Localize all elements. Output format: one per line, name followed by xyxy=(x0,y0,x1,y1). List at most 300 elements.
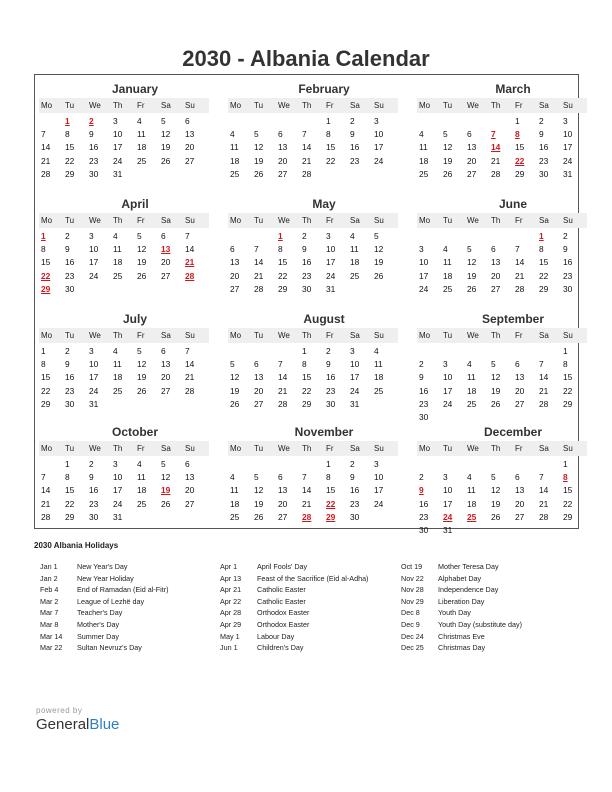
day-cell: 18 xyxy=(374,372,384,383)
holiday-name: Catholic Easter xyxy=(257,585,306,595)
holiday-date: Oct 19 xyxy=(401,562,423,571)
holiday-date: May 1 xyxy=(220,631,240,641)
day-cell: 5 xyxy=(467,244,472,255)
day-cell: 9 xyxy=(89,472,94,483)
holiday-date: Feb 4 xyxy=(40,585,59,595)
weekday-label: Th xyxy=(302,101,312,110)
day-cell: 16 xyxy=(350,485,360,496)
holiday-name: Summer Day xyxy=(77,631,119,641)
day-cell: 8 xyxy=(41,359,46,370)
day-cell: 8 xyxy=(539,244,544,255)
day-cell: 10 xyxy=(89,244,99,255)
day-grid xyxy=(417,458,587,537)
day-cell: 12 xyxy=(443,142,453,153)
weekday-label: Th xyxy=(113,331,123,340)
day-cell: 28 xyxy=(539,398,549,409)
day-cell: 6 xyxy=(230,244,235,255)
day-cell: 23 xyxy=(65,385,75,396)
day-cell: 9 xyxy=(65,359,70,370)
day-grid xyxy=(417,230,587,296)
day-cell: 5 xyxy=(137,346,142,356)
day-cell: 29 xyxy=(563,398,573,409)
day-cell: 12 xyxy=(137,244,147,255)
day-cell: 12 xyxy=(254,485,264,496)
day-cell: 31 xyxy=(563,168,573,179)
page-title: 2030 - Albania Calendar xyxy=(182,46,430,71)
empty-cell xyxy=(252,230,276,243)
day-grid xyxy=(228,115,398,181)
day-grid xyxy=(228,458,398,524)
day-cell: 19 xyxy=(254,155,264,166)
calendar-grid xyxy=(34,74,579,535)
empty-cell xyxy=(417,458,441,471)
day-cell: 15 xyxy=(563,485,573,496)
day-cell: 19 xyxy=(254,498,264,509)
day-cell: 21 xyxy=(539,385,549,396)
day-grid xyxy=(39,458,209,524)
weekday-label: We xyxy=(467,216,479,225)
weekday-label: Fr xyxy=(137,216,145,225)
weekday-label: We xyxy=(467,444,479,453)
day-cell: 2 xyxy=(350,459,355,469)
day-cell: 16 xyxy=(89,142,99,153)
day-cell: 3 xyxy=(443,472,448,483)
day-cell: 16 xyxy=(302,257,312,268)
weekday-label: Sa xyxy=(350,331,360,340)
day-cell: 12 xyxy=(161,129,171,140)
holiday-entry xyxy=(40,573,168,585)
day-cell: 10 xyxy=(419,257,429,268)
day-cell: 21 xyxy=(185,372,195,383)
day-cell: 24 xyxy=(326,270,336,281)
day-cell: 18 xyxy=(443,270,453,281)
day-cell: 24 xyxy=(374,155,384,166)
weekday-label: Mo xyxy=(41,331,53,340)
day-cell: 1 xyxy=(563,459,568,469)
holiday-date: Nov 29 xyxy=(401,596,424,606)
day-cell: 12 xyxy=(491,372,501,383)
empty-cell xyxy=(300,458,324,471)
empty-cell xyxy=(465,230,489,243)
holiday-date: Mar 22 xyxy=(40,643,63,653)
day-cell: 21 xyxy=(539,498,549,509)
weekday-label: Sa xyxy=(161,101,171,110)
weekday-label: Su xyxy=(563,216,573,225)
day-cell: 27 xyxy=(185,498,195,509)
day-cell: 30 xyxy=(326,398,336,409)
weekday-label: Mo xyxy=(41,216,53,225)
day-cell: 21 xyxy=(278,385,288,396)
day-cell: 15 xyxy=(65,485,75,496)
day-cell: 30 xyxy=(350,511,360,522)
day-cell: 15 xyxy=(515,142,525,153)
day-cell: 25 xyxy=(443,283,453,294)
day-cell: 12 xyxy=(374,244,384,255)
generalblue-logo[interactable] xyxy=(36,706,119,733)
month-july xyxy=(39,311,209,421)
weekday-label: Mo xyxy=(419,216,431,225)
day-cell: 24 xyxy=(89,385,99,396)
day-cell: 2 xyxy=(65,346,70,356)
day-cell: 2 xyxy=(350,116,355,126)
day-cell: 25 xyxy=(113,270,123,281)
day-cell: 30 xyxy=(65,398,75,409)
day-cell: 17 xyxy=(374,142,384,153)
holiday-date: Apr 28 xyxy=(220,608,242,618)
day-cell: 15 xyxy=(65,142,75,153)
month-name: September xyxy=(481,312,545,326)
day-cell: 9 xyxy=(65,244,70,255)
day-cell: 10 xyxy=(374,129,384,140)
holiday-entry xyxy=(220,642,368,654)
weekday-header xyxy=(39,441,209,456)
holiday-entry xyxy=(401,584,522,596)
holiday-entry xyxy=(220,596,368,608)
day-cell: 3 xyxy=(563,116,568,126)
day-grid xyxy=(417,115,587,181)
weekday-label: We xyxy=(278,216,290,225)
day-cell: 8 xyxy=(65,129,70,140)
day-cell: 20 xyxy=(278,155,288,166)
empty-cell xyxy=(489,458,513,471)
empty-cell xyxy=(228,230,252,243)
weekday-header xyxy=(39,213,209,228)
weekday-label: Mo xyxy=(230,331,242,340)
day-cell: 18 xyxy=(467,385,477,396)
month-june xyxy=(417,196,587,306)
day-cell: 11 xyxy=(467,485,476,496)
day-cell: 28 xyxy=(254,283,264,294)
day-cell: 25 xyxy=(419,168,429,179)
day-cell: 27 xyxy=(161,385,171,396)
holiday-date: Apr 13 xyxy=(220,573,242,583)
weekday-label: Tu xyxy=(65,331,75,340)
day-cell: 5 xyxy=(230,359,235,370)
day-cell: 11 xyxy=(137,129,146,140)
day-cell: 11 xyxy=(230,485,239,496)
day-cell: 4 xyxy=(374,346,379,356)
day-cell: 1 xyxy=(515,116,520,126)
day-cell: 22 xyxy=(539,270,549,281)
day-cell: 10 xyxy=(326,244,336,255)
weekday-label: Fr xyxy=(137,101,145,110)
day-cell: 20 xyxy=(254,385,264,396)
weekday-label: Mo xyxy=(230,444,242,453)
day-cell: 27 xyxy=(515,398,525,409)
month-august xyxy=(228,311,398,421)
holiday-entry xyxy=(220,573,368,585)
weekday-label: Su xyxy=(185,101,195,110)
day-cell: 7 xyxy=(302,472,307,483)
day-cell: 18 xyxy=(113,257,123,268)
weekday-label: Tu xyxy=(254,216,264,225)
holiday-list-1 xyxy=(40,561,168,654)
holiday-entry xyxy=(401,573,522,585)
day-cell: 27 xyxy=(515,511,525,522)
day-cell: 13 xyxy=(467,142,477,153)
holiday-day: 19 xyxy=(161,485,171,496)
brand-name xyxy=(36,716,119,733)
day-cell: 19 xyxy=(491,498,501,509)
day-cell: 2 xyxy=(539,116,544,126)
day-cell: 19 xyxy=(443,155,453,166)
weekday-label: Mo xyxy=(230,101,242,110)
day-cell: 13 xyxy=(185,129,195,140)
day-cell: 3 xyxy=(374,116,379,126)
day-cell: 7 xyxy=(278,359,283,370)
day-cell: 14 xyxy=(539,372,549,383)
day-cell: 14 xyxy=(41,142,51,153)
weekday-header xyxy=(228,213,398,228)
holiday-name: Alphabet Day xyxy=(438,573,482,583)
holiday-entry xyxy=(40,631,168,643)
empty-cell xyxy=(417,115,441,128)
day-cell: 10 xyxy=(443,485,453,496)
weekday-label: Sa xyxy=(539,216,549,225)
holiday-day: 2 xyxy=(89,116,94,126)
empty-cell xyxy=(513,345,537,358)
day-cell: 12 xyxy=(467,257,477,268)
day-cell: 4 xyxy=(443,244,448,255)
brand-general: General xyxy=(36,716,90,733)
day-cell: 16 xyxy=(326,372,336,383)
month-name: November xyxy=(294,425,354,439)
empty-cell xyxy=(39,458,63,471)
day-cell: 28 xyxy=(278,398,288,409)
day-cell: 20 xyxy=(515,385,525,396)
day-cell: 30 xyxy=(419,524,429,535)
holiday-date: Mar 8 xyxy=(40,619,59,629)
holiday-name: April Fools' Day xyxy=(257,562,308,571)
weekday-label: Th xyxy=(113,101,123,110)
holiday-day: 1 xyxy=(65,116,70,126)
weekday-label: Sa xyxy=(161,216,171,225)
day-cell: 26 xyxy=(230,398,240,409)
day-cell: 26 xyxy=(467,283,477,294)
day-cell: 15 xyxy=(539,257,549,268)
day-cell: 6 xyxy=(185,459,190,469)
day-cell: 18 xyxy=(230,155,240,166)
day-cell: 11 xyxy=(137,472,146,483)
day-cell: 4 xyxy=(467,472,472,483)
empty-cell xyxy=(441,115,465,128)
day-cell: 13 xyxy=(515,372,525,383)
holiday-day: 7 xyxy=(491,129,496,140)
day-cell: 12 xyxy=(137,359,147,370)
holiday-entry xyxy=(40,596,168,608)
weekday-label: We xyxy=(89,101,101,110)
day-cell: 30 xyxy=(302,283,312,294)
day-cell: 7 xyxy=(41,472,46,483)
day-cell: 2 xyxy=(302,231,307,241)
day-cell: 22 xyxy=(563,498,573,509)
day-cell: 7 xyxy=(254,244,259,255)
empty-cell xyxy=(252,458,276,471)
weekday-label: Mo xyxy=(419,101,431,110)
day-cell: 17 xyxy=(89,257,99,268)
weekday-label: Fr xyxy=(515,331,523,340)
day-cell: 15 xyxy=(302,372,312,383)
day-cell: 5 xyxy=(161,459,166,469)
holiday-day: 29 xyxy=(326,511,336,522)
empty-cell xyxy=(465,458,489,471)
day-cell: 28 xyxy=(185,385,195,396)
holiday-name: Mother's Day xyxy=(77,619,120,629)
day-cell: 4 xyxy=(350,231,355,241)
weekday-label: Su xyxy=(185,216,195,225)
day-cell: 17 xyxy=(89,372,99,383)
day-cell: 22 xyxy=(302,385,312,396)
day-cell: 3 xyxy=(443,359,448,370)
day-cell: 25 xyxy=(350,270,360,281)
day-cell: 14 xyxy=(302,485,312,496)
day-cell: 14 xyxy=(41,485,51,496)
weekday-label: We xyxy=(467,101,479,110)
day-cell: 6 xyxy=(491,244,496,255)
holiday-entry xyxy=(401,607,522,619)
empty-cell xyxy=(489,115,513,128)
day-cell: 21 xyxy=(41,155,51,166)
holiday-date: Dec 24 xyxy=(401,631,424,641)
day-cell: 23 xyxy=(65,270,75,281)
empty-cell xyxy=(417,230,441,243)
weekday-label: Th xyxy=(113,444,123,453)
month-february xyxy=(228,81,398,191)
holiday-name: Feast of the Sacrifice (Eid al-Adha) xyxy=(257,573,369,583)
weekday-label: Sa xyxy=(539,444,549,453)
day-cell: 21 xyxy=(515,270,525,281)
day-cell: 26 xyxy=(491,511,501,522)
day-cell: 29 xyxy=(515,168,525,179)
empty-cell xyxy=(252,345,276,358)
day-cell: 4 xyxy=(230,472,235,483)
day-cell: 19 xyxy=(230,385,240,396)
empty-cell xyxy=(417,345,441,358)
month-march xyxy=(417,81,587,191)
day-cell: 10 xyxy=(113,129,123,140)
day-cell: 7 xyxy=(185,231,190,241)
holiday-name: Catholic Easter xyxy=(257,596,306,606)
holiday-date: Apr 21 xyxy=(220,585,242,595)
holiday-entry xyxy=(220,561,368,573)
holiday-date: Dec 9 xyxy=(401,619,420,629)
weekday-label: Fr xyxy=(326,444,334,453)
day-cell: 27 xyxy=(467,168,477,179)
day-cell: 17 xyxy=(113,485,123,496)
day-cell: 14 xyxy=(254,257,264,268)
day-cell: 6 xyxy=(185,116,190,126)
weekday-label: Su xyxy=(374,331,384,340)
day-cell: 24 xyxy=(563,155,573,166)
weekday-label: Mo xyxy=(419,331,431,340)
day-cell: 13 xyxy=(254,372,264,383)
weekday-label: Th xyxy=(113,216,123,225)
day-cell: 8 xyxy=(278,244,283,255)
day-cell: 16 xyxy=(419,498,429,509)
day-cell: 4 xyxy=(230,129,235,140)
day-cell: 29 xyxy=(41,398,51,409)
day-cell: 6 xyxy=(515,359,520,370)
weekday-label: Su xyxy=(185,331,195,340)
holiday-name: League of Lezhë day xyxy=(77,596,145,606)
day-cell: 16 xyxy=(65,257,75,268)
weekday-label: Mo xyxy=(41,101,53,110)
weekday-header xyxy=(39,98,209,113)
day-cell: 7 xyxy=(302,129,307,140)
day-cell: 6 xyxy=(254,359,259,370)
weekday-label: Sa xyxy=(350,444,360,453)
day-cell: 8 xyxy=(326,472,331,483)
holiday-name: Liberation Day xyxy=(438,596,485,606)
day-cell: 26 xyxy=(254,168,264,179)
day-cell: 22 xyxy=(278,270,288,281)
weekday-label: Fr xyxy=(326,216,334,225)
day-cell: 17 xyxy=(419,270,429,281)
day-cell: 12 xyxy=(491,485,501,496)
holiday-list-2 xyxy=(220,561,368,654)
day-cell: 4 xyxy=(419,129,424,140)
day-cell: 7 xyxy=(515,244,520,255)
weekday-label: Su xyxy=(185,444,195,453)
day-cell: 19 xyxy=(161,142,171,153)
day-cell: 31 xyxy=(113,168,123,179)
day-cell: 30 xyxy=(419,411,429,422)
day-cell: 30 xyxy=(539,168,549,179)
weekday-label: Tu xyxy=(443,101,453,110)
weekday-label: Fr xyxy=(515,101,523,110)
day-cell: 17 xyxy=(350,372,360,383)
holiday-entry xyxy=(40,561,168,573)
month-november xyxy=(228,424,398,534)
day-cell: 16 xyxy=(419,385,429,396)
day-cell: 13 xyxy=(491,257,501,268)
holiday-day: 14 xyxy=(491,142,501,153)
holiday-date: Apr 22 xyxy=(220,596,242,606)
day-cell: 19 xyxy=(374,257,384,268)
holiday-day: 8 xyxy=(563,472,568,483)
day-cell: 29 xyxy=(65,168,75,179)
day-cell: 26 xyxy=(374,270,384,281)
holiday-date: Mar 7 xyxy=(40,608,59,618)
day-cell: 17 xyxy=(443,498,453,509)
day-cell: 23 xyxy=(302,270,312,281)
day-cell: 27 xyxy=(278,511,288,522)
empty-cell xyxy=(441,230,465,243)
day-cell: 25 xyxy=(113,385,123,396)
day-cell: 3 xyxy=(89,346,94,356)
day-cell: 17 xyxy=(374,485,384,496)
day-cell: 1 xyxy=(326,459,331,469)
holiday-name: End of Ramadan (Eid al-Fitr) xyxy=(77,585,169,595)
day-cell: 22 xyxy=(563,385,573,396)
day-cell: 13 xyxy=(515,485,525,496)
holiday-entry xyxy=(401,631,522,643)
day-cell: 4 xyxy=(113,346,118,356)
weekday-label: Sa xyxy=(539,101,549,110)
day-cell: 6 xyxy=(278,472,283,483)
empty-cell xyxy=(489,230,513,243)
day-cell: 23 xyxy=(89,498,99,509)
month-april xyxy=(39,196,209,306)
holiday-date: Nov 22 xyxy=(401,573,424,583)
weekday-label: Th xyxy=(302,331,312,340)
day-cell: 21 xyxy=(41,498,51,509)
holiday-entry xyxy=(220,631,368,643)
day-cell: 6 xyxy=(515,472,520,483)
weekday-label: We xyxy=(467,331,479,340)
day-cell: 19 xyxy=(137,257,147,268)
empty-cell xyxy=(276,345,300,358)
